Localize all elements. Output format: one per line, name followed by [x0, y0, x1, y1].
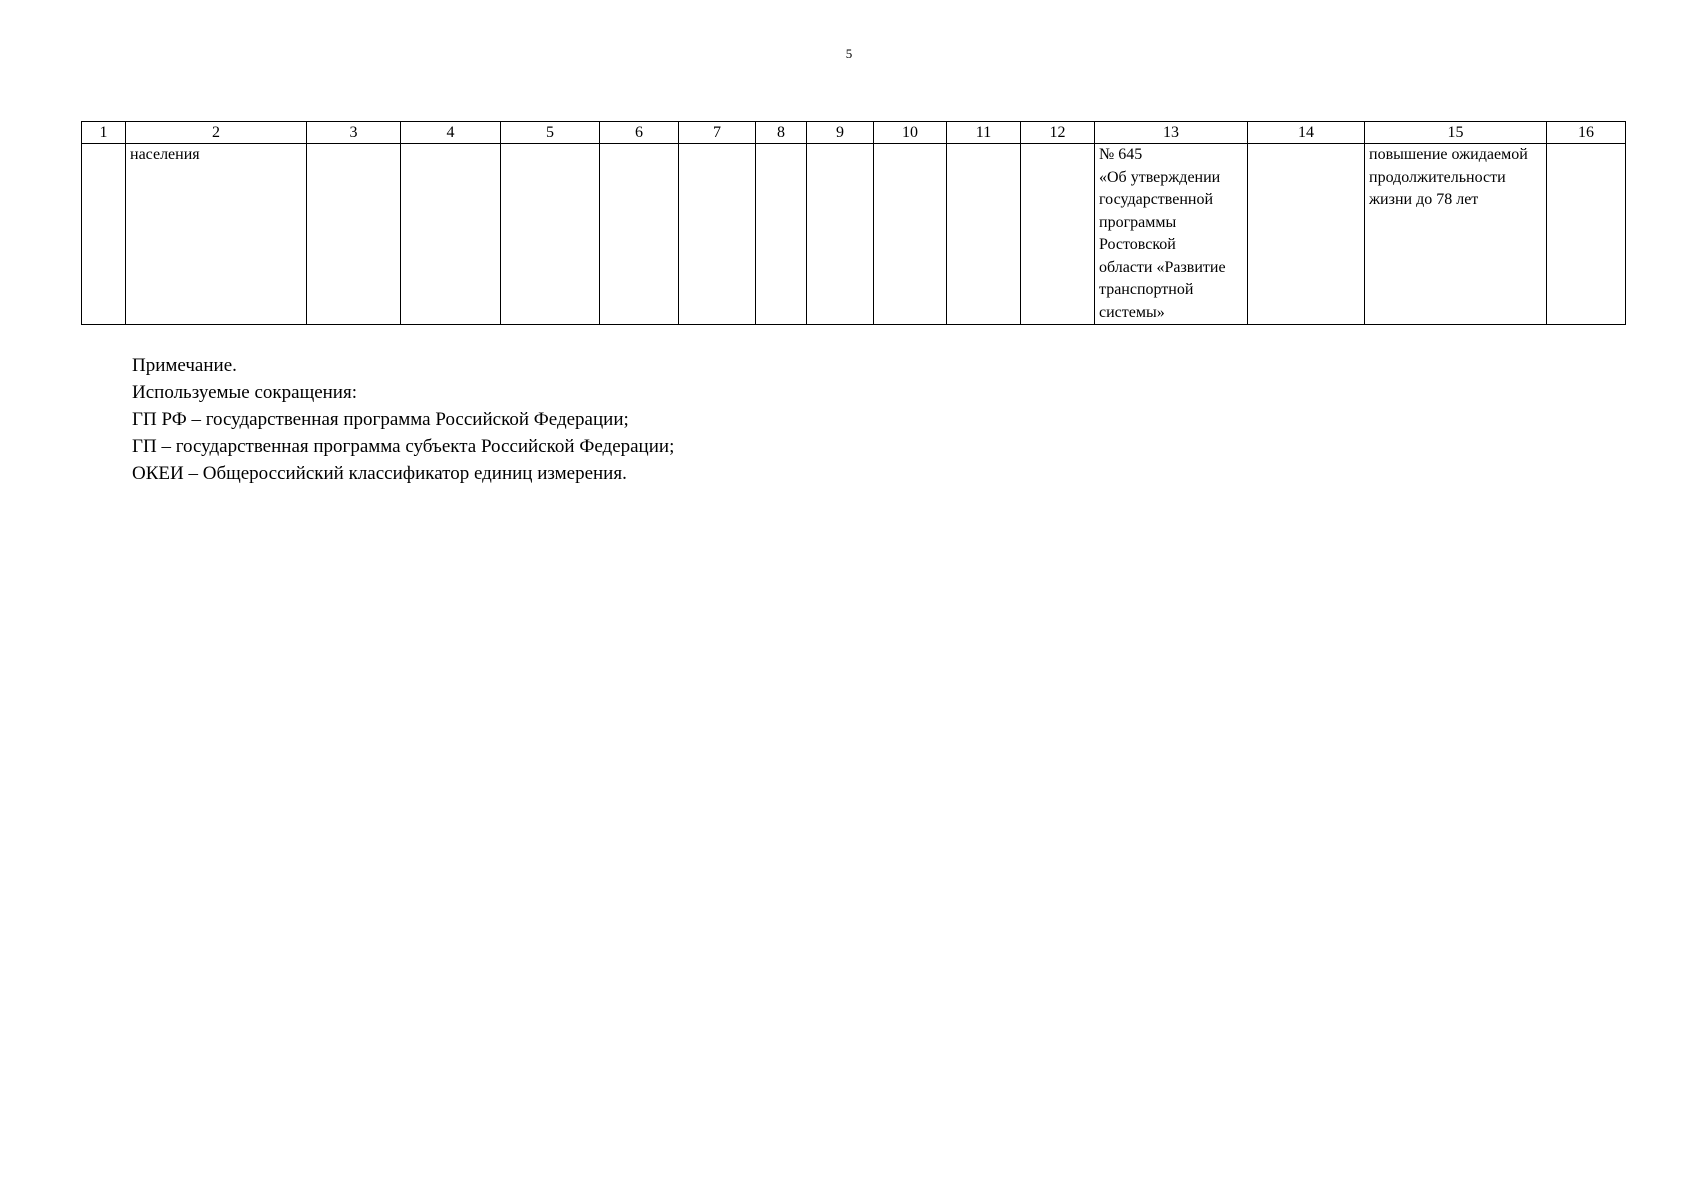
column-header-10: 10	[874, 122, 947, 144]
column-header-6: 6	[600, 122, 679, 144]
table-cell-col-10	[874, 144, 947, 325]
table-cell-col-11	[947, 144, 1021, 325]
column-header-7: 7	[679, 122, 756, 144]
cell-text-line: системы»	[1099, 303, 1165, 321]
table-cell-col-6	[600, 144, 679, 325]
cell-text-line: № 645	[1099, 146, 1143, 163]
column-header-11: 11	[947, 122, 1021, 144]
cell-text-line: области «Развитие	[1099, 258, 1226, 276]
cell-text-line: Ростовской	[1099, 236, 1176, 253]
column-header-4: 4	[401, 122, 501, 144]
table-cell-col-3	[307, 144, 401, 325]
table-cell-col-16	[1547, 144, 1626, 325]
cell-text-line: «Об утверждении	[1099, 168, 1221, 186]
column-header-1: 1	[82, 122, 126, 144]
table-cell-col-1	[82, 144, 126, 325]
table-cell-col-13	[1095, 144, 1248, 325]
cell-text-line: населения	[130, 146, 200, 163]
column-header-9: 9	[807, 122, 874, 144]
table-row	[82, 144, 1626, 325]
column-header-5: 5	[501, 122, 600, 144]
column-header-2: 2	[126, 122, 307, 144]
abbreviation-item: ОКЕИ – Общероссийский классификатор единиц измерения.	[132, 463, 627, 484]
column-header-13: 13	[1095, 122, 1248, 144]
column-header-3: 3	[307, 122, 401, 144]
column-header-14: 14	[1248, 122, 1365, 144]
column-header-8: 8	[756, 122, 807, 144]
cell-text-line: транспортной	[1099, 281, 1194, 298]
table-cell-col-4	[401, 144, 501, 325]
column-header-16: 16	[1547, 122, 1626, 144]
cell-text-line: программы	[1099, 213, 1177, 231]
table-cell-col-2	[126, 144, 307, 325]
column-header-15: 15	[1365, 122, 1547, 144]
table-cell-col-14	[1248, 144, 1365, 325]
notes-section	[132, 352, 674, 487]
abbreviations-intro: Используемые сокращения:	[132, 382, 357, 403]
page-number: 5	[845, 46, 853, 61]
cell-text-line: продолжительности	[1369, 168, 1506, 186]
table-cell-col-8	[756, 144, 807, 325]
table-cell-col-12	[1021, 144, 1095, 325]
data-table-container	[81, 121, 1625, 325]
table-cell-col-7	[679, 144, 756, 325]
table-header-row	[82, 122, 1626, 144]
notes-title: Примечание.	[132, 355, 237, 376]
abbreviation-item: ГП РФ – государственная программа Российской Федерации;	[132, 409, 629, 430]
table-cell-col-15	[1365, 144, 1547, 325]
cell-text-line: жизни до 78 лет	[1369, 191, 1479, 208]
cell-text-line: государственной	[1099, 191, 1214, 208]
table-cell-col-9	[807, 144, 874, 325]
column-header-12: 12	[1021, 122, 1095, 144]
cell-text-line: повышение ожидаемой	[1369, 146, 1528, 163]
table-cell-col-5	[501, 144, 600, 325]
data-table	[81, 121, 1626, 325]
abbreviation-item: ГП – государственная программа субъекта Российской Федерации;	[132, 436, 675, 457]
